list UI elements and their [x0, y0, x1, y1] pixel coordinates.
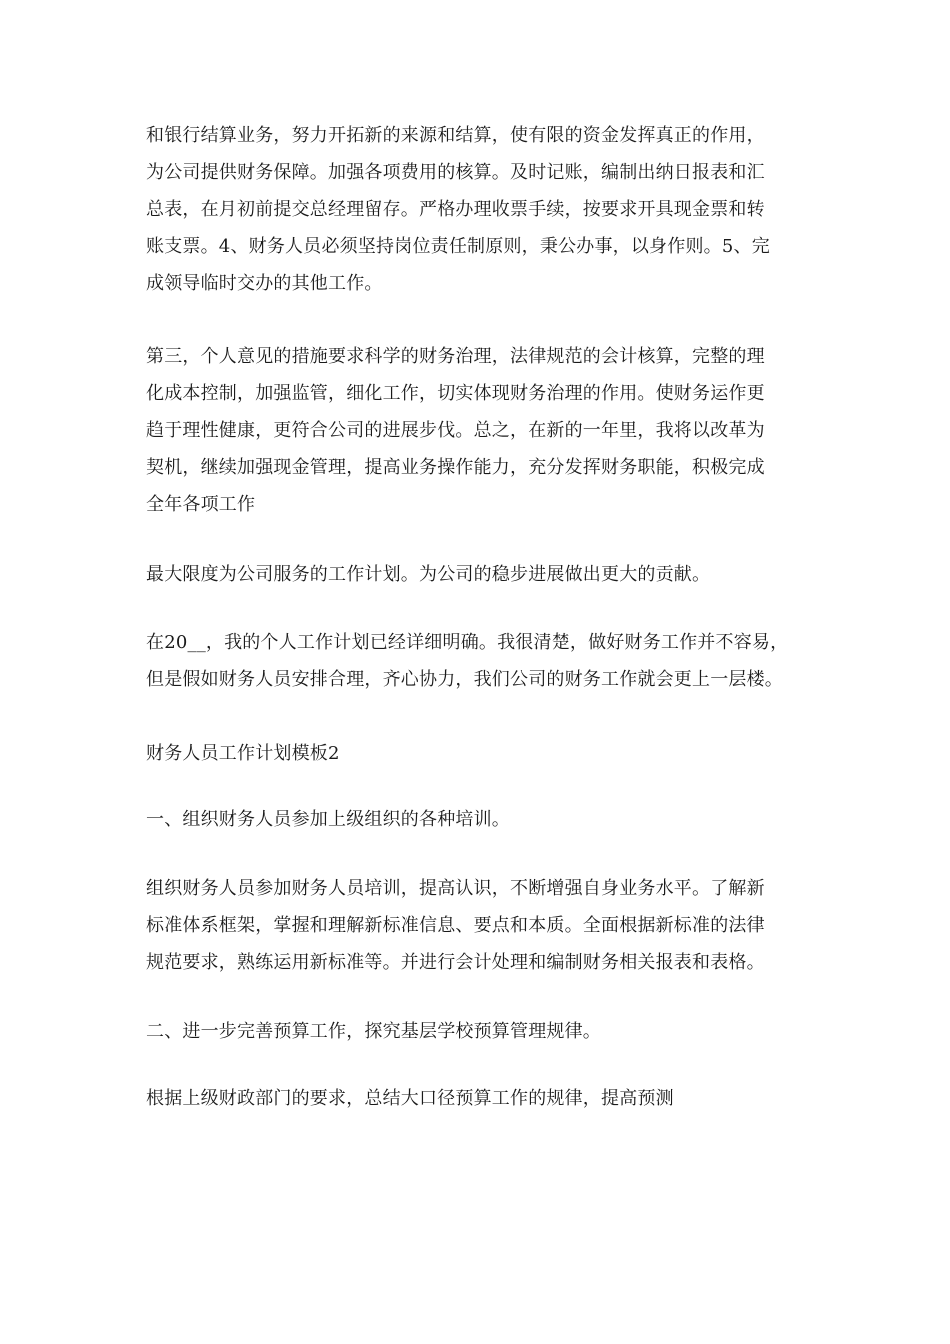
section-title-template-2: 财务人员工作计划模板2 — [146, 743, 340, 764]
section-heading-training: 一、组织财务人员参加上级组织的各种培训。 — [146, 809, 510, 830]
paragraph-budget-details: 根据上级财政部门的要求，总结大口径预算工作的规律，提高预测 — [146, 1088, 674, 1109]
paragraph-plan-summary: 在20__，我的个人工作计划已经详细明确。我很清楚，做好财务工作并不容易， 但是假如财务人员安排合理，齐心协力，我们公司的财务工作就会更上一层楼。 — [146, 632, 789, 690]
paragraph-serve-company: 最大限度为公司服务的工作计划。为公司的稳步进展做出更大的贡献。 — [146, 564, 711, 585]
paragraph-finance-duties: 和银行结算业务，努力开拓新的来源和结算，使有限的资金发挥真正的作用， 为公司提供财务保障。加强各项费用的核算。及时记账，编制出纳日报表和汇 总表，在月初前提交总经理留存。严格办理收票手续，按要求开具现金票和转 账支票。4、财务人员必须坚持岗位责任制原则，秉公办事，以身作则。5、完 成领导临时交办的其他工作。 — [146, 125, 770, 294]
paragraph-third-measures: 第三，个人意见的措施要求科学的财务治理，法律规范的会计核算，完整的理 化成本控制，加强监管，细化工作，切实体现财务治理的作用。使财务运作更 趋于理性健康，更符合公司的进展步伐。总之，在新的一年里，我将以改革为 契机，继续加强现金管理，提高业务操作能力，充分发挥财务职能，积极完成 全年各项工作 — [146, 346, 765, 515]
section-heading-budget: 二、进一步完善预算工作，探究基层学校预算管理规律。 — [146, 1021, 601, 1042]
paragraph-training-details: 组织财务人员参加财务人员培训，提高认识，不断增强自身业务水平。了解新 标准体系框架，掌握和理解新标准信息、要点和本质。全面根据新标准的法律 规范要求，熟练运用新标准等。并进行会计处理和编制财务相关报表和表格。 — [146, 878, 765, 973]
